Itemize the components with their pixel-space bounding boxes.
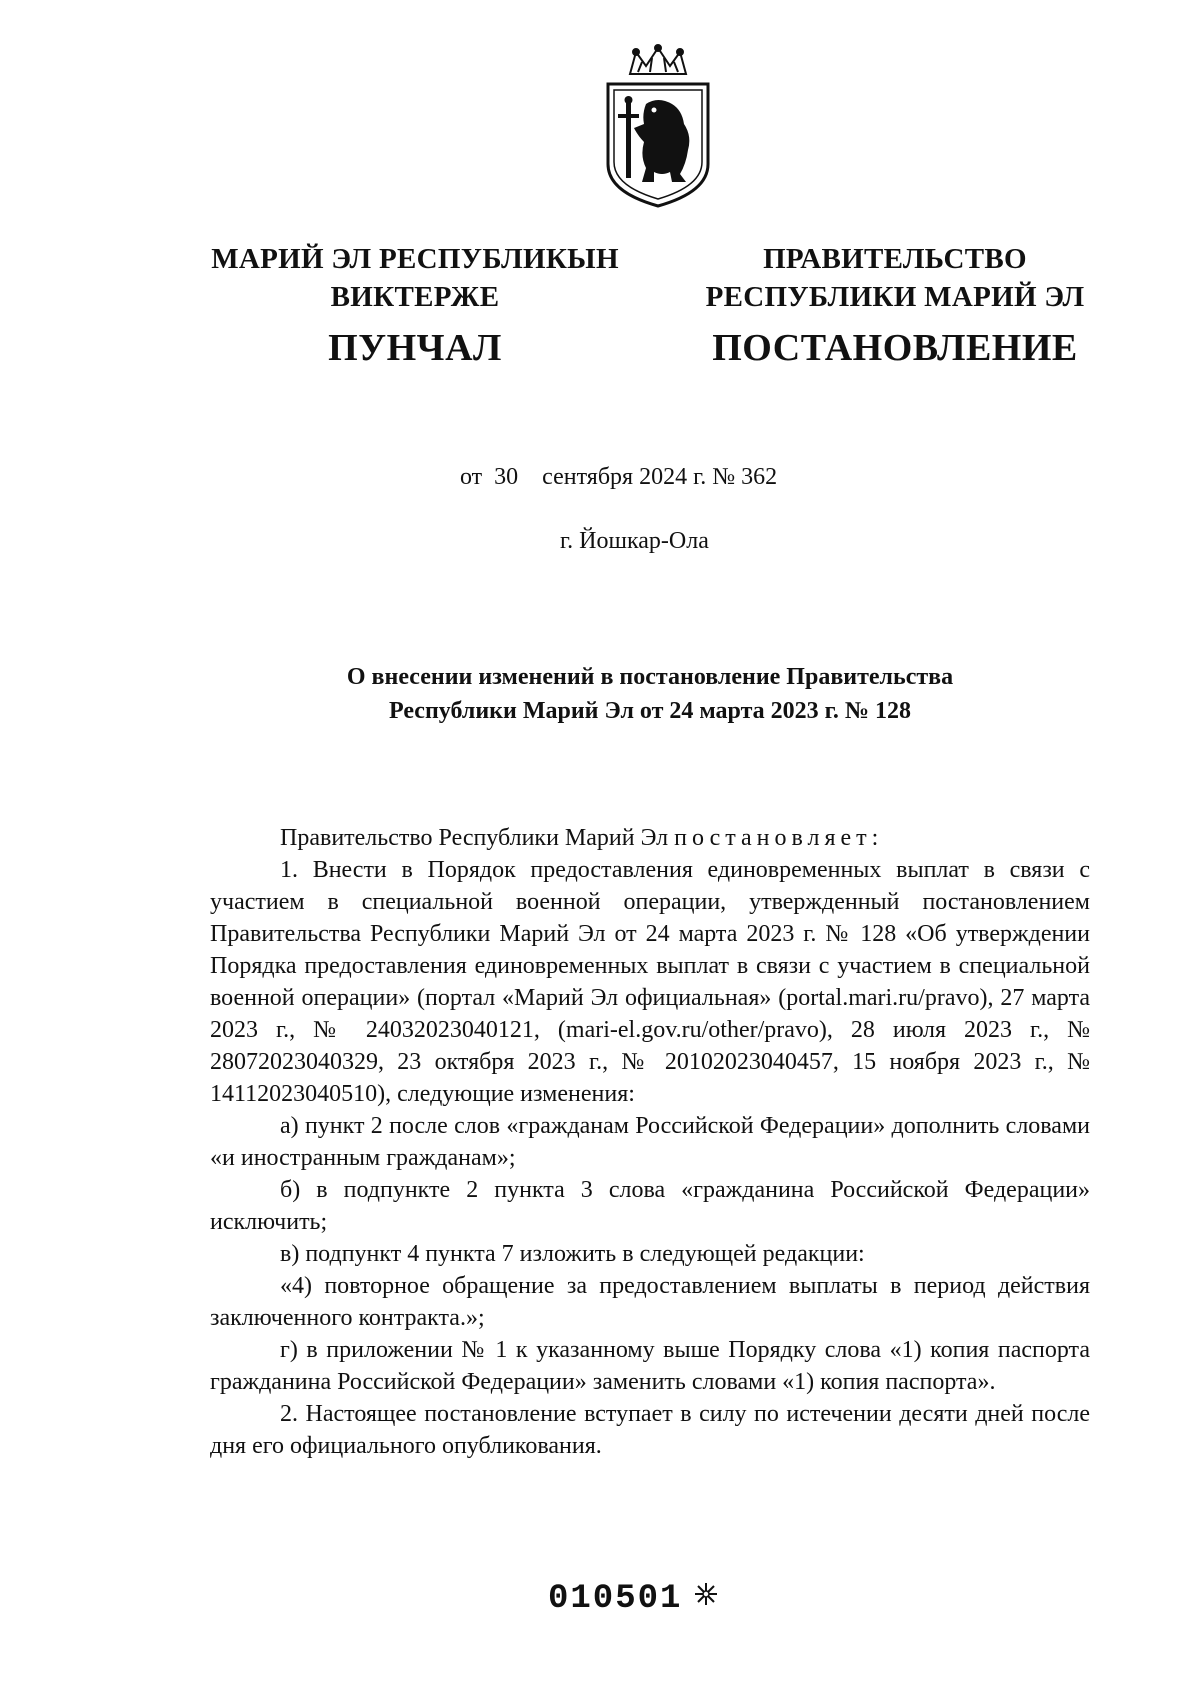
- document-date-number: от 30 сентября 2024 г. № 362: [460, 464, 778, 490]
- header-right-russian: [680, 240, 1110, 370]
- document-title: [200, 660, 1100, 728]
- asterisk-mark-icon: [692, 1580, 720, 1608]
- header-left-line1: МАРИЙ ЭЛ РЕСПУБЛИКЫН: [211, 243, 619, 275]
- document-city: г. Йошкар-Ола: [560, 528, 709, 554]
- header-right-doc-type: ПОСТАНОВЛЕНИЕ: [712, 327, 1078, 369]
- document-title-line2: Республики Марий Эл от 24 марта 2023 г. № 128: [389, 698, 911, 724]
- header-left-mari: [185, 240, 645, 370]
- paragraph-2: 2. Настоящее постановление вступает в силу по истечении десяти дней после дня его официального опубликования.: [210, 1401, 1090, 1459]
- intro-prefix: Правительство Республики Марий Эл: [280, 825, 675, 851]
- header-right-line1: ПРАВИТЕЛЬСТВО: [763, 243, 1027, 275]
- paragraph-c: в) подпункт 4 пункта 7 изложить в следующей редакции:: [280, 1241, 865, 1267]
- form-serial-number: 010501: [548, 1580, 683, 1618]
- header-left-doc-type: ПУНЧАЛ: [328, 327, 502, 369]
- paragraph-b: б) в подпункте 2 пункта 3 слова «гражданина Российской Федерации» исключить;: [210, 1177, 1090, 1235]
- intro-spaced-verb: постановляет:: [674, 825, 884, 851]
- header-right-line2: РЕСПУБЛИКИ МАРИЙ ЭЛ: [705, 281, 1085, 313]
- paragraph-c-quote: «4) повторное обращение за предоставлением выплаты в период действия заключенного контракта.»;: [210, 1273, 1090, 1331]
- document-body: [210, 822, 1090, 1462]
- coat-of-arms-emblem: [600, 44, 716, 210]
- paragraph-1: 1. Внести в Порядок предоставления единовременных выплат в связи с участием в специальной военной операции, утвержденный постановлением Правительства Республики Марий Эл от 24 марта 2023 г. № 128 «Об утверждении Порядка предоставления единовременных выплат в связи с участием в специальной военной операции» (портал «Марий Эл официальная» (portal.mari.ru/pravo), 27 марта 2023 г., № 24032023040121, (mari-el.gov.ru/other/pravo), 28 июля 2023 г., № 28072023040329, 23 октября 2023 г., № 20102023040457, 15 ноября 2023 г., № 14112023040510), следующие изменения:: [210, 857, 1090, 1107]
- header-left-line2: ВИКТЕРЖЕ: [330, 281, 500, 313]
- paragraph-a: а) пункт 2 после слов «гражданам Российской Федерации» дополнить словами «и иностранным гражданам»;: [210, 1113, 1090, 1171]
- intro-paragraph: [210, 822, 1090, 854]
- document-title-line1: О внесении изменений в постановление Правительства: [346, 664, 954, 690]
- paragraph-d: г) в приложении № 1 к указанному выше Порядку слова «1) копия паспорта гражданина Российской Федерации» заменить словами «1) копия паспорта».: [210, 1337, 1090, 1395]
